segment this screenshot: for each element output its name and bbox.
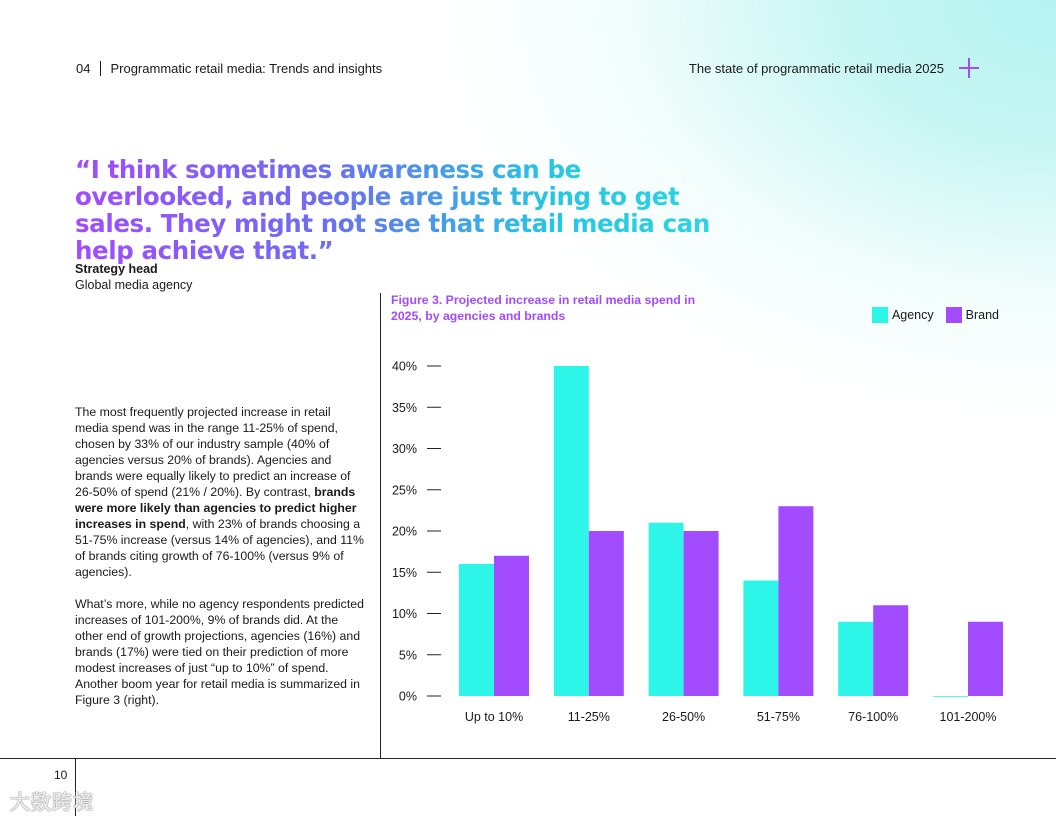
legend-label-agency: Agency: [891, 308, 934, 322]
y-tick-label: 15%: [391, 565, 417, 580]
legend-swatch-brand: [946, 307, 962, 323]
y-tick-label: 20%: [391, 524, 417, 539]
bar-brand-4: [778, 506, 813, 696]
page-number: 10: [54, 768, 68, 782]
attribution-organization: Global media agency: [75, 278, 193, 292]
body-paragraph-2: What’s more, while no agency respondents predicted increases of 101-200%, 9% of brands did. At the other end of growth projections, agencies (16%) and brands (17%) were tied on their prediction of more modest increases of just “up to 10%” of spend. Another boom year for retail media is summarized in Figure 3 (right).: [75, 597, 364, 707]
header-divider: [100, 61, 101, 76]
p1-start: The most frequently projected increase in retail media spend was in the range 11-25% of spend, chosen by 33% of our industry sample (40% of agencies versus 20% of brands). Agencies and brands were equally likely to predict an increase of 26-50% of spend (21% / 20%). By contrast,: [75, 405, 351, 499]
section-heading: [76, 61, 382, 76]
y-tick-label: 35%: [391, 400, 417, 415]
bar-chart: [381, 340, 1021, 740]
y-tick-label: 25%: [391, 483, 417, 498]
bar-agency-3: [649, 523, 684, 696]
body-paragraph-1: [75, 404, 365, 580]
x-tick-label: 101-200%: [939, 710, 997, 724]
bar-agency-1: [459, 564, 494, 696]
section-number: 04: [76, 61, 91, 76]
footer-rule: [0, 758, 1056, 759]
bar-agency-4: [743, 581, 778, 697]
chart-legend: [860, 307, 999, 323]
x-tick-label: 51-75%: [756, 710, 800, 724]
x-tick-label: 11-25%: [567, 710, 610, 724]
watermark-logo: [10, 786, 94, 815]
bar-brand-6: [968, 622, 1003, 696]
p1-end: , with 23% of brands choosing a 51-75% increase (versus 14% of agencies), and 11% of brands citing growth of 76-100% (versus 9% of agencies).: [75, 517, 364, 579]
body-text: [75, 404, 365, 724]
x-tick-label: 26-50%: [662, 710, 706, 724]
legend-label-brand: Brand: [965, 308, 999, 322]
bar-brand-5: [873, 605, 908, 696]
x-tick-label: 76-100%: [848, 710, 899, 724]
y-tick-label: 30%: [391, 442, 417, 456]
bar-brand-1: [494, 556, 529, 696]
p1-bold: brands were more likely than agencies to predict higher increases in spend: [75, 485, 357, 531]
bar-agency-2: [554, 366, 589, 696]
y-tick-label: 10%: [391, 607, 417, 621]
legend-item-brand: [946, 307, 999, 323]
y-tick-label: 0%: [398, 689, 417, 704]
x-tick-label: Up to 10%: [464, 710, 524, 724]
page-header: [76, 61, 1056, 79]
bar-agency-6: [933, 696, 968, 697]
legend-swatch-agency: [872, 307, 888, 323]
watermark-text: 大数跨境: [10, 792, 94, 814]
bar-brand-2: [589, 531, 624, 696]
bar-agency-5: [838, 622, 873, 696]
y-tick-label: 5%: [398, 648, 417, 663]
plus-icon: [959, 58, 979, 78]
report-title: The state of programmatic retail media 2025: [688, 61, 944, 76]
y-tick-label: 40%: [391, 359, 417, 374]
figure-title: Figure 3. Projected increase in retail media spend in 2025, by agencies and brands: [391, 293, 696, 323]
bar-brand-3: [684, 531, 719, 696]
attribution-role: Strategy head: [75, 262, 158, 276]
pull-quote: “I think sometimes awareness can be overlooked, and people are just trying to get sales. They might not see that retail media can help achieve that.”: [75, 156, 735, 264]
legend-item-agency: [872, 307, 934, 323]
section-title: Programmatic retail media: Trends and insights: [110, 61, 383, 76]
quote-attribution: [75, 261, 192, 293]
